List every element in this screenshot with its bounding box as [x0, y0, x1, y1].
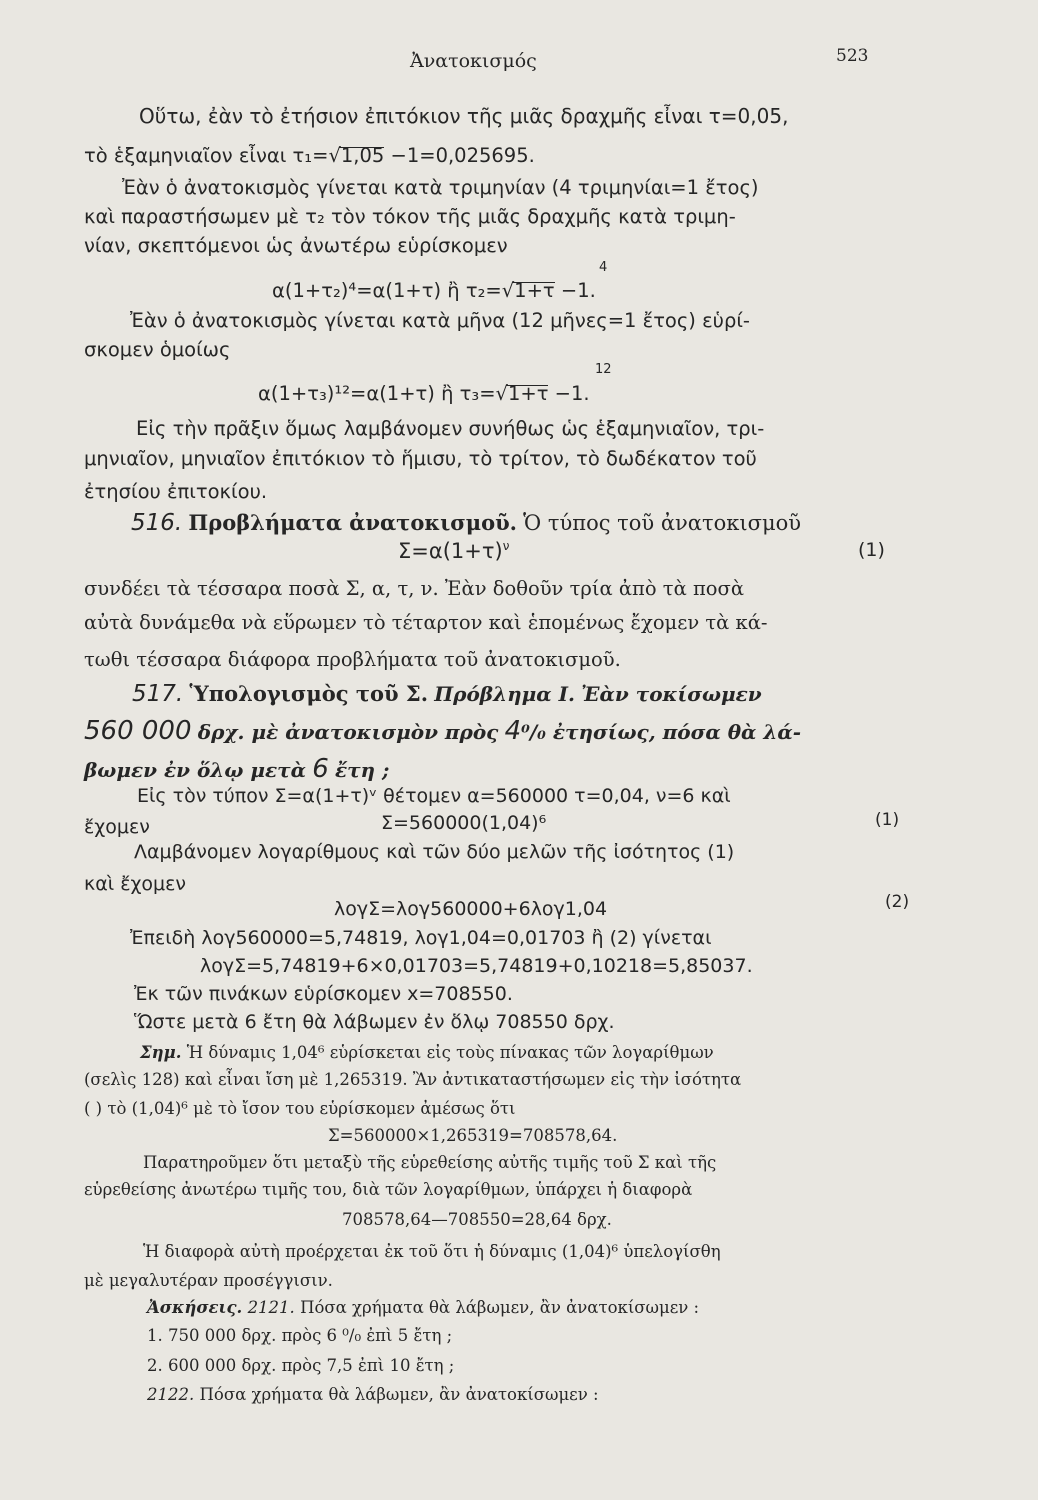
section-517-heading: [132, 683, 762, 706]
exercises-label: Ἀσκήσεις.: [147, 1298, 243, 1317]
solution-line: Λαμβάνομεν λογαρίθμους καὶ τῶν δύο μελῶν τῆς ἰσότητος (1): [134, 841, 735, 863]
section-number: 516.: [131, 510, 183, 536]
problem-text: ἔτη ;: [334, 758, 390, 782]
solution-line: Ἐκ τῶν πινάκων εὑρίσκομεν x=708550.: [134, 983, 513, 1005]
equation-part: α(1+τ₃)¹²=α(1+τ) ἢ τ₃=√: [258, 382, 508, 405]
equation-quarterly: [272, 281, 596, 301]
exercise-number: 2122.: [147, 1385, 195, 1404]
problem-text: δρχ. μὲ ἀνατοκισμὸν πρὸς: [197, 720, 499, 744]
problem-text: Ἐὰν τοκίσωμεν: [581, 682, 762, 706]
equation-part: α(1+τ₂)⁴=α(1+τ) ἢ τ₂=√: [272, 279, 515, 302]
exercise-question: Πόσα χρήματα θὰ λάβωμεν, ἂν ἀνατοκίσωμεν :: [199, 1385, 599, 1404]
paragraph-line: τωθι τέσσαρα διάφορα προβλήματα τοῦ ἀνατοκισμοῦ.: [84, 648, 621, 671]
note-line: [140, 1045, 714, 1062]
problem-label: Πρόβλημα Ι.: [434, 682, 575, 706]
note-line: μὲ μεγαλυτέραν προσέγγισιν.: [84, 1271, 333, 1290]
note-line: Παρατηροῦμεν ὅτι μεταξὺ τῆς εὑρεθείσης αὐτῆς τιμῆς τοῦ Σ καὶ τῆς: [143, 1153, 717, 1172]
equation-part: −1.: [548, 382, 590, 405]
note-equation: 708578,64—708550=28,64 δρχ.: [342, 1210, 612, 1229]
radicand: 1+τ: [507, 382, 549, 405]
paragraph-line: νίαν, σκεπτόμενοι ὡς ἀνωτέρω εὑρίσκομεν: [84, 234, 508, 257]
exercise-question: Πόσα χρήματα θὰ λάβωμεν, ἂν ἀνατοκίσωμεν :: [300, 1298, 700, 1317]
solution-line: Ὥστε μετὰ 6 ἔτη θὰ λάβωμεν ἐν ὅλῳ 708550 δρχ.: [134, 1011, 615, 1033]
paragraph-line: Εἰς τὴν πρᾶξιν ὅμως λαμβάνομεν συνήθως ὡς ἑξαμηνιαῖον, τρι-: [136, 417, 765, 440]
solution-line: ἔχομεν: [84, 816, 150, 838]
problem-text: βωμεν ἐν ὅλῳ μετὰ: [84, 758, 306, 782]
note-line: ( ) τὸ (1,04)⁶ μὲ τὸ ἴσον του εὑρίσκομεν ἀμέσως ὅτι: [84, 1099, 516, 1118]
note-text: Ἡ δύναμις 1,04⁶ εὑρίσκεται εἰς τοὺς πίνακας τῶν λογαρίθμων: [186, 1043, 714, 1062]
root-index: 4: [599, 260, 608, 275]
solution-line: Εἰς τὸν τύπον Σ=α(1+τ)ᵛ θέτομεν α=560000 τ=0,04, ν=6 καὶ: [137, 785, 731, 807]
equation-monthly: [258, 384, 590, 404]
compound-interest-formula: [398, 541, 509, 562]
exercise-item: 1. 750 000 δρχ. πρὸς 6 ⁰/₀ ἐπὶ 5 ἔτη ;: [147, 1326, 453, 1345]
paragraph-line: Ἐὰν ὁ ἀνατοκισμὸς γίνεται κατὰ μῆνα (12 μῆνες=1 ἔτος) εὑρί-: [130, 309, 750, 332]
note-line: εὑρεθείσης ἀνωτέρω τιμῆς του, διὰ τῶν λογαρίθμων, ὑπάρχει ἡ διαφορὰ: [84, 1180, 693, 1199]
radicand: 1+τ: [514, 279, 555, 302]
paragraph-line: σκομεν ὁμοίως: [84, 338, 231, 361]
equation-semiannual: [84, 146, 535, 166]
problem-statement-line: [84, 756, 389, 782]
running-header-title: Ἀνατοκισμός: [410, 50, 537, 72]
note-line: Ἡ διαφορὰ αὐτὴ προέρχεται ἐκ τοῦ ὅτι ἡ δύναμις (1,04)⁶ ὑπελογίσθη: [143, 1242, 721, 1261]
radicand: 1,05: [340, 144, 385, 167]
section-lead-text: Ὁ τύπος τοῦ ἀνατοκισμοῦ: [523, 511, 802, 535]
paragraph-line: ἐτησίου ἐπιτοκίου.: [84, 480, 268, 503]
exercise-item: 2. 600 000 δρχ. πρὸς 7,5 ἐπὶ 10 ἔτη ;: [147, 1356, 455, 1375]
section-516-heading: [131, 512, 801, 535]
solution-equation: Σ=560000(1,04)⁶: [381, 812, 547, 834]
problem-amount: 560 000: [84, 716, 192, 746]
solution-line: Ἐπειδὴ λογ560000=5,74819, λογ1,04=0,01703 ἢ (2) γίνεται: [130, 927, 712, 949]
paragraph-line: Οὕτω, ἐὰν τὸ ἐτήσιον ἐπιτόκιον τῆς μιᾶς δραχμῆς εἶναι τ=0,05,: [139, 104, 789, 128]
section-number: 517.: [132, 681, 184, 707]
note-label: Σημ.: [140, 1043, 182, 1062]
paragraph-line: καὶ παραστήσωμεν μὲ τ₂ τὸν τόκον τῆς μιᾶς δραχμῆς κατὰ τριμη-: [84, 205, 736, 228]
solution-equation: λογΣ=λογ560000+6λογ1,04: [334, 898, 608, 920]
root-index: 12: [595, 362, 612, 377]
equation-part: τὸ ἑξαμηνιαῖον εἶναι τ₁=√: [84, 144, 341, 167]
equation-reference: (2): [885, 892, 910, 912]
solution-line: καὶ ἔχομεν: [84, 873, 187, 895]
equation-reference: (1): [858, 539, 885, 561]
paragraph-line: αὐτὰ δυνάμεθα νὰ εὕρωμεν τὸ τέταρτον καὶ ἑπομένως ἔχομεν τὰ κά-: [84, 611, 768, 634]
problem-statement-line: [84, 718, 801, 744]
equation-reference: (1): [875, 810, 900, 830]
section-title: Ὑπολογισμὸς τοῦ Σ.: [189, 681, 429, 706]
exercise-number: 2121.: [247, 1298, 295, 1317]
formula-exponent: ν: [502, 539, 510, 553]
problem-rate: 4: [504, 716, 522, 746]
paragraph-line: Ἐὰν ὁ ἀνατοκισμὸς γίνεται κατὰ τριμηνίαν (4 τριμηνίαι=1 ἔτος): [122, 176, 759, 199]
exercise-heading: [147, 1387, 599, 1404]
paragraph-line: συνδέει τὰ τέσσαρα ποσὰ Σ, α, τ, ν. Ἐὰν δοθοῦν τρία ἀπὸ τὰ ποσὰ: [84, 577, 744, 600]
note-equation: Σ=560000×1,265319=708578,64.: [328, 1126, 618, 1145]
page-number: 523: [836, 46, 869, 66]
problem-text: ⁰/₀ ἐτησίως, πόσα θὰ λά-: [521, 720, 802, 744]
equation-part: −1=0,025695.: [384, 144, 535, 167]
formula-body: Σ=α(1+τ): [398, 539, 503, 563]
note-line: (σελὶς 128) καὶ εἶναι ἴση μὲ 1,265319. Ἂν ἀντικαταστήσωμεν εἰς τὴν ἰσότητα: [84, 1070, 742, 1089]
paragraph-line: μηνιαῖον, μηνιαῖον ἐπιτόκιον τὸ ἥμισυ, τὸ τρίτον, τὸ δωδέκατον τοῦ: [84, 447, 757, 470]
solution-equation: λογΣ=5,74819+6×0,01703=5,74819+0,10218=5,85037.: [200, 955, 753, 977]
problem-years: 6: [312, 754, 329, 784]
equation-part: −1.: [554, 279, 596, 302]
exercise-heading: [147, 1300, 699, 1317]
section-title: Προβλήματα ἀνατοκισμοῦ.: [188, 510, 517, 535]
